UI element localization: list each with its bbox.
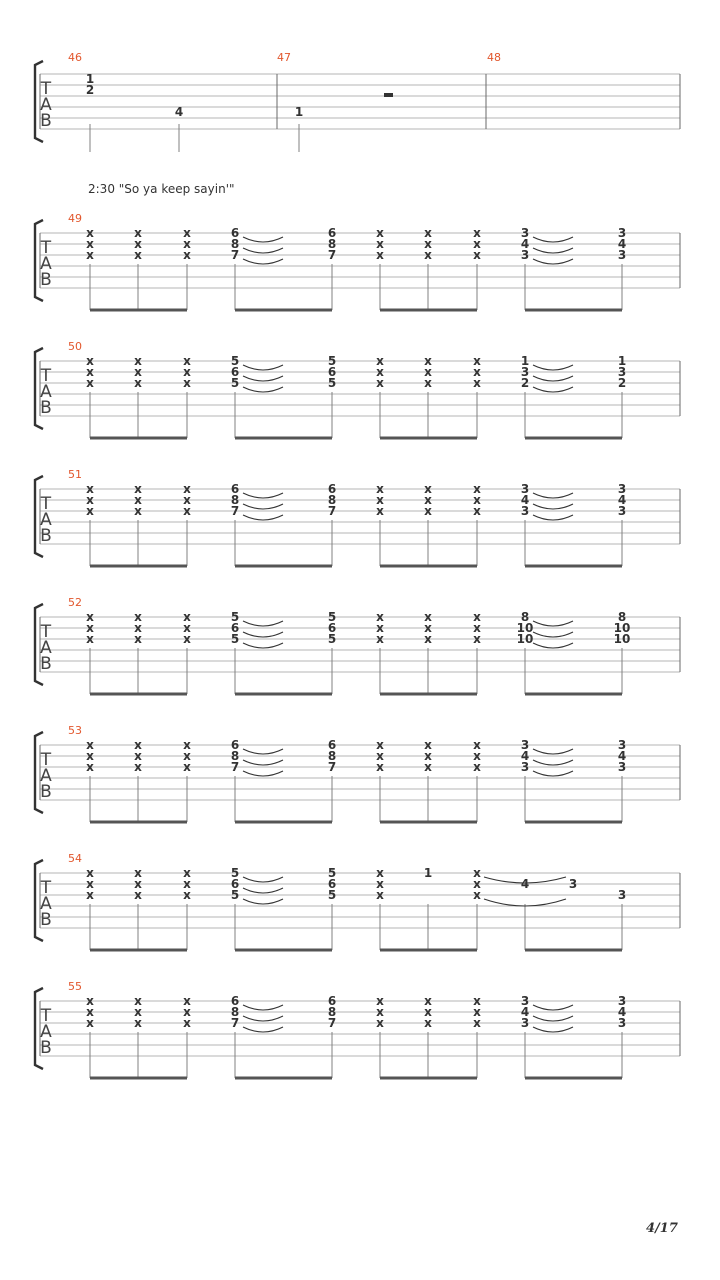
tab-clef-letter: B bbox=[40, 270, 52, 290]
tab-clef-letter: T bbox=[40, 878, 52, 898]
fret-number: 8 bbox=[327, 493, 337, 507]
fret-number: x bbox=[86, 354, 94, 368]
fret-number: 3 bbox=[520, 760, 530, 774]
fret-number: 6 bbox=[230, 877, 240, 891]
tie-arc bbox=[533, 259, 573, 264]
fret-number: 6 bbox=[327, 226, 337, 240]
fret-number: x bbox=[473, 493, 481, 507]
fret-number: 3 bbox=[617, 226, 627, 240]
fret-number: 4 bbox=[520, 493, 530, 507]
fret-number: 10 bbox=[613, 632, 631, 646]
fret-number: x bbox=[86, 248, 94, 262]
fret-number: x bbox=[86, 621, 94, 635]
fret-number: 1 bbox=[423, 866, 433, 880]
fret-number: 3 bbox=[520, 994, 530, 1008]
fret-number: x bbox=[424, 621, 432, 635]
fret-number: x bbox=[183, 994, 191, 1008]
fret-number: x bbox=[376, 482, 384, 496]
fret-number: x bbox=[376, 738, 384, 752]
fret-number: 8 bbox=[230, 749, 240, 763]
fret-number: x bbox=[473, 376, 481, 390]
fret-number: 3 bbox=[617, 1016, 627, 1030]
fret-number: 5 bbox=[230, 632, 240, 646]
tie-arc bbox=[533, 771, 573, 776]
fret-number: 1 bbox=[85, 72, 95, 86]
tab-clef-letter: T bbox=[40, 494, 52, 514]
fret-number: 5 bbox=[230, 376, 240, 390]
tie-arc bbox=[533, 515, 573, 520]
tie-arc bbox=[243, 749, 283, 754]
fret-number: x bbox=[183, 749, 191, 763]
tie-arc bbox=[243, 1016, 283, 1021]
fret-number: 3 bbox=[617, 482, 627, 496]
tab-clef-letter: A bbox=[40, 894, 52, 914]
fret-number: 6 bbox=[230, 365, 240, 379]
tie-arc bbox=[533, 237, 573, 242]
tie-arc bbox=[243, 760, 283, 765]
fret-number: x bbox=[86, 888, 94, 902]
fret-number: x bbox=[134, 877, 142, 891]
fret-number: 8 bbox=[327, 237, 337, 251]
fret-number: x bbox=[424, 504, 432, 518]
fret-number: 7 bbox=[230, 504, 240, 518]
tab-clef-letter: T bbox=[40, 79, 52, 99]
tie-arc bbox=[243, 632, 283, 637]
tie-arc bbox=[533, 248, 573, 253]
fret-number: x bbox=[183, 504, 191, 518]
fret-number: x bbox=[376, 504, 384, 518]
fret-number: 4 bbox=[520, 237, 530, 251]
fret-number: 5 bbox=[230, 354, 240, 368]
fret-number: 10 bbox=[613, 621, 631, 635]
fret-number: x bbox=[424, 610, 432, 624]
tie-arc bbox=[533, 387, 573, 392]
tie-arc bbox=[243, 387, 283, 392]
tie-arc bbox=[243, 259, 283, 264]
fret-number: x bbox=[134, 482, 142, 496]
fret-number: 3 bbox=[617, 994, 627, 1008]
tie-arc bbox=[243, 515, 283, 520]
tie-arc bbox=[243, 1027, 283, 1032]
fret-number: 6 bbox=[327, 738, 337, 752]
fret-number: 1 bbox=[617, 354, 627, 368]
fret-number: x bbox=[86, 877, 94, 891]
fret-number: x bbox=[134, 504, 142, 518]
fret-number: x bbox=[183, 376, 191, 390]
fret-number: x bbox=[86, 376, 94, 390]
fret-number: x bbox=[183, 226, 191, 240]
fret-number: x bbox=[134, 632, 142, 646]
fret-number: x bbox=[424, 237, 432, 251]
fret-number: x bbox=[183, 760, 191, 774]
fret-number: 4 bbox=[520, 877, 530, 891]
fret-number: x bbox=[376, 621, 384, 635]
fret-number: 3 bbox=[520, 482, 530, 496]
fret-number: 4 bbox=[617, 237, 627, 251]
fret-number: 6 bbox=[327, 877, 337, 891]
fret-number: x bbox=[183, 237, 191, 251]
fret-number: 6 bbox=[230, 994, 240, 1008]
tab-clef-letter: B bbox=[40, 398, 52, 418]
tab-clef-letter: A bbox=[40, 638, 52, 658]
tie-arc bbox=[243, 365, 283, 370]
fret-number: x bbox=[86, 237, 94, 251]
fret-number: x bbox=[376, 493, 384, 507]
fret-number: 3 bbox=[520, 248, 530, 262]
fret-number: 3 bbox=[617, 248, 627, 262]
fret-number: 4 bbox=[174, 105, 184, 119]
fret-number: 3 bbox=[520, 738, 530, 752]
tie-arc bbox=[533, 1005, 573, 1010]
fret-number: 6 bbox=[230, 621, 240, 635]
fret-number: x bbox=[134, 610, 142, 624]
tab-clef-letter: T bbox=[40, 366, 52, 386]
fret-number: x bbox=[183, 610, 191, 624]
fret-number: 3 bbox=[617, 738, 627, 752]
tie-arc bbox=[243, 493, 283, 498]
fret-number: 7 bbox=[327, 248, 337, 262]
fret-number: 6 bbox=[327, 994, 337, 1008]
fret-number: 7 bbox=[230, 248, 240, 262]
fret-number: 3 bbox=[520, 365, 530, 379]
fret-number: 10 bbox=[516, 621, 534, 635]
fret-number: 6 bbox=[327, 365, 337, 379]
fret-number: x bbox=[134, 888, 142, 902]
fret-number: x bbox=[134, 376, 142, 390]
fret-number: x bbox=[183, 1005, 191, 1019]
fret-number: 8 bbox=[327, 749, 337, 763]
fret-number: 4 bbox=[617, 1005, 627, 1019]
fret-number: x bbox=[376, 610, 384, 624]
fret-number: x bbox=[424, 248, 432, 262]
fret-number: x bbox=[473, 365, 481, 379]
fret-number: 3 bbox=[617, 760, 627, 774]
tie-arc bbox=[533, 749, 573, 754]
fret-number: 7 bbox=[230, 1016, 240, 1030]
fret-number: x bbox=[473, 866, 481, 880]
fret-number: 5 bbox=[327, 866, 337, 880]
fret-number: x bbox=[473, 1005, 481, 1019]
fret-number: x bbox=[376, 365, 384, 379]
tab-clef-letter: T bbox=[40, 1006, 52, 1026]
tie-arc bbox=[533, 504, 573, 509]
tie-arc bbox=[243, 899, 283, 904]
fret-number: x bbox=[424, 482, 432, 496]
fret-number: 3 bbox=[617, 365, 627, 379]
fret-number: 7 bbox=[327, 1016, 337, 1030]
fret-number: x bbox=[86, 632, 94, 646]
fret-number: x bbox=[376, 994, 384, 1008]
fret-number: 2 bbox=[617, 376, 627, 390]
tie-arc bbox=[533, 376, 573, 381]
fret-number: x bbox=[86, 365, 94, 379]
fret-number: 7 bbox=[230, 760, 240, 774]
measure-number: 48 bbox=[487, 51, 501, 64]
fret-number: x bbox=[134, 493, 142, 507]
tie-arc bbox=[243, 1005, 283, 1010]
fret-number: 5 bbox=[327, 376, 337, 390]
tab-clef-letter: B bbox=[40, 111, 52, 131]
measure-number: 53 bbox=[68, 724, 82, 737]
tie-arc bbox=[243, 643, 283, 648]
fret-number: 5 bbox=[327, 354, 337, 368]
fret-number: x bbox=[424, 760, 432, 774]
fret-number: x bbox=[376, 248, 384, 262]
fret-number: x bbox=[183, 248, 191, 262]
fret-number: x bbox=[134, 1016, 142, 1030]
fret-number: x bbox=[183, 493, 191, 507]
fret-number: x bbox=[86, 760, 94, 774]
fret-number: x bbox=[473, 354, 481, 368]
fret-number: 10 bbox=[516, 632, 534, 646]
whole-rest bbox=[384, 93, 393, 97]
fret-number: 5 bbox=[230, 866, 240, 880]
tab-clef-letter: B bbox=[40, 910, 52, 930]
tie-arc bbox=[533, 1027, 573, 1032]
fret-number: x bbox=[86, 482, 94, 496]
fret-number: 4 bbox=[617, 749, 627, 763]
tab-clef-letter: A bbox=[40, 254, 52, 274]
fret-number: x bbox=[183, 738, 191, 752]
fret-number: 1 bbox=[520, 354, 530, 368]
fret-number: x bbox=[473, 482, 481, 496]
fret-number: x bbox=[473, 504, 481, 518]
fret-number: x bbox=[424, 376, 432, 390]
fret-number: x bbox=[424, 493, 432, 507]
fret-number: x bbox=[376, 1016, 384, 1030]
fret-number: 3 bbox=[568, 877, 578, 891]
fret-number: x bbox=[473, 877, 481, 891]
fret-number: x bbox=[376, 632, 384, 646]
fret-number: 8 bbox=[617, 610, 627, 624]
fret-number: x bbox=[473, 994, 481, 1008]
page-indicator: 4/17 bbox=[646, 1221, 678, 1236]
fret-number: x bbox=[134, 760, 142, 774]
fret-number: x bbox=[424, 226, 432, 240]
fret-number: 5 bbox=[230, 610, 240, 624]
tab-clef-letter: B bbox=[40, 1038, 52, 1058]
tie-arc bbox=[533, 365, 573, 370]
tab-clef-letter: A bbox=[40, 1022, 52, 1042]
fret-number: x bbox=[134, 621, 142, 635]
fret-number: 6 bbox=[327, 621, 337, 635]
fret-number: x bbox=[134, 738, 142, 752]
tie-arc bbox=[243, 888, 283, 893]
fret-number: x bbox=[134, 248, 142, 262]
fret-number: x bbox=[86, 504, 94, 518]
tie-arc bbox=[533, 760, 573, 765]
fret-number: x bbox=[473, 248, 481, 262]
fret-number: x bbox=[376, 760, 384, 774]
fret-number: x bbox=[86, 1005, 94, 1019]
fret-number: 8 bbox=[230, 237, 240, 251]
fret-number: x bbox=[473, 738, 481, 752]
fret-number: x bbox=[376, 226, 384, 240]
fret-number: 6 bbox=[230, 226, 240, 240]
fret-number: x bbox=[424, 354, 432, 368]
tab-clef-letter: T bbox=[40, 238, 52, 258]
fret-number: 6 bbox=[230, 482, 240, 496]
tab-clef-letter: A bbox=[40, 766, 52, 786]
fret-number: 5 bbox=[327, 632, 337, 646]
tab-clef-letter: T bbox=[40, 750, 52, 770]
fret-number: x bbox=[424, 632, 432, 646]
tie-arc bbox=[243, 877, 283, 882]
fret-number: x bbox=[376, 1005, 384, 1019]
measure-number: 54 bbox=[68, 852, 82, 865]
tab-clef-letter: A bbox=[40, 510, 52, 530]
fret-number: x bbox=[424, 365, 432, 379]
fret-number: 4 bbox=[520, 1005, 530, 1019]
fret-number: 7 bbox=[327, 504, 337, 518]
fret-number: x bbox=[183, 877, 191, 891]
tab-clef-letter: B bbox=[40, 782, 52, 802]
measure-number: 55 bbox=[68, 980, 82, 993]
fret-number: x bbox=[473, 237, 481, 251]
fret-number: x bbox=[183, 482, 191, 496]
fret-number: 3 bbox=[617, 504, 627, 518]
fret-number: 4 bbox=[617, 493, 627, 507]
fret-number: x bbox=[376, 866, 384, 880]
tie-arc bbox=[533, 493, 573, 498]
fret-number: x bbox=[376, 354, 384, 368]
fret-number: x bbox=[86, 1016, 94, 1030]
fret-number: x bbox=[183, 1016, 191, 1030]
fret-number: x bbox=[473, 610, 481, 624]
fret-number: 5 bbox=[327, 610, 337, 624]
fret-number: x bbox=[134, 866, 142, 880]
fret-number: x bbox=[183, 632, 191, 646]
fret-number: x bbox=[376, 749, 384, 763]
measure-number: 47 bbox=[277, 51, 291, 64]
fret-number: x bbox=[376, 376, 384, 390]
fret-number: x bbox=[86, 749, 94, 763]
fret-number: x bbox=[134, 365, 142, 379]
fret-number: x bbox=[424, 994, 432, 1008]
fret-number: x bbox=[183, 365, 191, 379]
fret-number: x bbox=[473, 888, 481, 902]
fret-number: 8 bbox=[327, 1005, 337, 1019]
tie-arc bbox=[243, 237, 283, 242]
tab-clef-letter: B bbox=[40, 526, 52, 546]
fret-number: x bbox=[473, 760, 481, 774]
fret-number: 5 bbox=[230, 888, 240, 902]
fret-number: x bbox=[473, 1016, 481, 1030]
fret-number: x bbox=[424, 1016, 432, 1030]
fret-number: 6 bbox=[230, 738, 240, 752]
fret-number: x bbox=[134, 749, 142, 763]
fret-number: x bbox=[134, 994, 142, 1008]
fret-number: x bbox=[376, 237, 384, 251]
tab-clef-letter: A bbox=[40, 382, 52, 402]
fret-number: x bbox=[86, 226, 94, 240]
fret-number: x bbox=[473, 632, 481, 646]
fret-number: x bbox=[86, 493, 94, 507]
fret-number: x bbox=[376, 888, 384, 902]
fret-number: 2 bbox=[85, 83, 95, 97]
fret-number: 5 bbox=[327, 888, 337, 902]
fret-number: x bbox=[183, 354, 191, 368]
tie-arc bbox=[533, 621, 573, 626]
tab-clef-letter: B bbox=[40, 654, 52, 674]
tab-clef-letter: T bbox=[40, 622, 52, 642]
tie-arc bbox=[533, 632, 573, 637]
fret-number: 3 bbox=[617, 888, 627, 902]
fret-number: x bbox=[86, 866, 94, 880]
fret-number: x bbox=[424, 749, 432, 763]
fret-number: x bbox=[86, 994, 94, 1008]
fret-number: x bbox=[86, 738, 94, 752]
fret-number: x bbox=[183, 621, 191, 635]
fret-number: x bbox=[183, 888, 191, 902]
fret-number: 8 bbox=[230, 1005, 240, 1019]
tie-arc bbox=[243, 771, 283, 776]
measure-number: 46 bbox=[68, 51, 82, 64]
fret-number: 3 bbox=[520, 504, 530, 518]
section-annotation: 2:30 "So ya keep sayin'" bbox=[88, 182, 235, 196]
tie-arc bbox=[243, 248, 283, 253]
tie-arc bbox=[243, 376, 283, 381]
fret-number: 2 bbox=[520, 376, 530, 390]
fret-number: 8 bbox=[520, 610, 530, 624]
measure-number: 50 bbox=[68, 340, 82, 353]
measure-number: 51 bbox=[68, 468, 82, 481]
tab-clef-letter: A bbox=[40, 95, 52, 115]
fret-number: 6 bbox=[327, 482, 337, 496]
fret-number: 3 bbox=[520, 226, 530, 240]
tie-arc bbox=[243, 504, 283, 509]
fret-number: x bbox=[134, 1005, 142, 1019]
fret-number: x bbox=[183, 866, 191, 880]
tie-arc bbox=[243, 621, 283, 626]
fret-number: x bbox=[473, 621, 481, 635]
fret-number: 4 bbox=[520, 749, 530, 763]
fret-number: x bbox=[376, 877, 384, 891]
tie-arc bbox=[533, 1016, 573, 1021]
fret-number: 3 bbox=[520, 1016, 530, 1030]
fret-number: x bbox=[134, 237, 142, 251]
fret-number: 7 bbox=[327, 760, 337, 774]
fret-number: 8 bbox=[230, 493, 240, 507]
fret-number: x bbox=[86, 610, 94, 624]
fret-number: x bbox=[134, 226, 142, 240]
fret-number: x bbox=[134, 354, 142, 368]
tie-arc bbox=[533, 643, 573, 648]
fret-number: x bbox=[473, 226, 481, 240]
fret-number: 1 bbox=[294, 105, 304, 119]
measure-number: 49 bbox=[68, 212, 82, 225]
fret-number: x bbox=[424, 1005, 432, 1019]
fret-number: x bbox=[473, 749, 481, 763]
measure-number: 52 bbox=[68, 596, 82, 609]
fret-number: x bbox=[424, 738, 432, 752]
